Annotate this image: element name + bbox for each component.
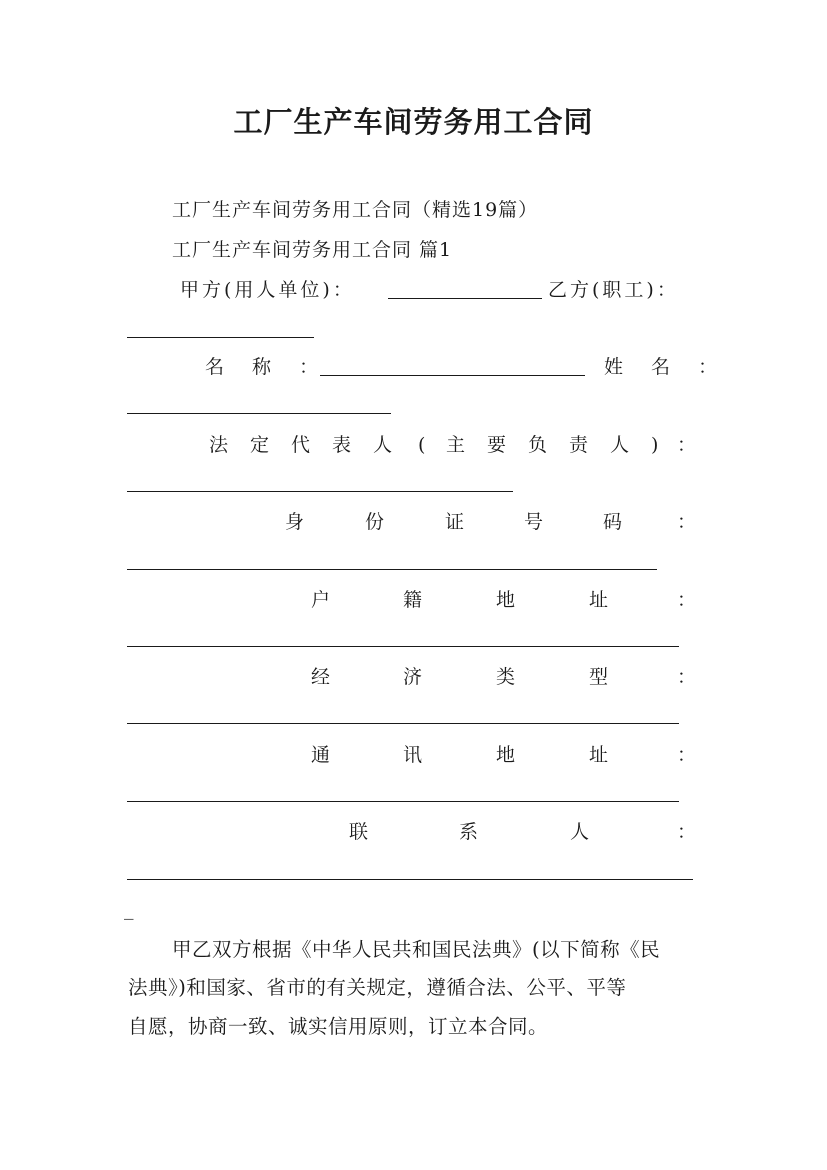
trailing-underscore: _	[124, 898, 134, 920]
mailing-address-char: 地	[496, 744, 516, 766]
person-name-label: 姓 名 ：	[604, 356, 722, 378]
id-number-blank	[127, 569, 657, 570]
economic-type-char: 类	[496, 666, 516, 688]
contact-person-char: 人	[570, 821, 590, 843]
id-number-char: 证	[445, 511, 465, 533]
id-number-char: 码	[603, 511, 623, 533]
legal-rep-char: 主	[446, 434, 466, 456]
name-label: 名 称 ：	[205, 356, 323, 378]
party-a-label: 甲方(用人单位)：	[180, 279, 355, 301]
person-name-blank	[127, 413, 391, 414]
id-number-char: 身	[285, 511, 305, 533]
mailing-address-char: 通	[311, 744, 331, 766]
legal-rep-char: 表	[332, 434, 352, 456]
household-address-char: 地	[496, 589, 516, 611]
legal-rep-char: ：	[677, 434, 697, 456]
name-blank	[320, 375, 585, 376]
legal-rep-char: 负	[528, 434, 548, 456]
economic-type-char: 经	[311, 666, 331, 688]
contact-person-char: ：	[677, 821, 697, 843]
paragraph-line: 自愿，协商一致、诚实信用原则，订立本合同。	[128, 1015, 549, 1038]
id-number-char: ：	[677, 511, 697, 533]
household-address-char: 址	[589, 589, 609, 611]
contact-person-char: 系	[459, 821, 479, 843]
household-address-char: 户	[311, 589, 331, 611]
contact-person-blank	[127, 879, 693, 880]
mailing-address-blank	[127, 801, 679, 802]
contact-person-char: 联	[349, 821, 369, 843]
legal-rep-char: 责	[569, 434, 589, 456]
legal-rep-char: 要	[487, 434, 507, 456]
legal-rep-char: )	[651, 434, 659, 456]
household-address-char: 籍	[403, 589, 423, 611]
mailing-address-char: 址	[589, 744, 609, 766]
document-title: 工厂生产车间劳务用工合同	[233, 105, 594, 139]
legal-rep-char: 人	[610, 434, 630, 456]
economic-type-char: 型	[589, 666, 609, 688]
economic-type-char: ：	[677, 666, 697, 688]
id-number-char: 号	[524, 511, 544, 533]
legal-rep-char: 定	[250, 434, 270, 456]
id-number-char: 份	[365, 511, 385, 533]
paragraph-line: 法典》)和国家、省市的有关规定，遵循合法、公平、平等	[128, 976, 627, 999]
legal-rep-char: 人	[373, 434, 393, 456]
legal-rep-char: 法	[209, 434, 229, 456]
legal-rep-char: (	[418, 434, 426, 456]
economic-type-char: 济	[403, 666, 423, 688]
legal-rep-char: 代	[291, 434, 311, 456]
household-address-char: ：	[677, 589, 697, 611]
section-heading: 工厂生产车间劳务用工合同 篇1	[172, 239, 453, 261]
economic-type-blank	[127, 723, 679, 724]
mailing-address-char: 讯	[403, 744, 423, 766]
party-b-blank	[127, 337, 314, 338]
household-address-blank	[127, 646, 679, 647]
party-a-blank	[388, 298, 542, 299]
legal-rep-blank	[127, 491, 513, 492]
mailing-address-char: ：	[677, 744, 697, 766]
paragraph-line: 甲乙双方根据《中华人民共和国民法典》(以下简称《民	[172, 938, 661, 961]
document-subtitle: 工厂生产车间劳务用工合同（精选19篇）	[172, 199, 539, 221]
party-b-label: 乙方(职工)：	[548, 279, 679, 301]
